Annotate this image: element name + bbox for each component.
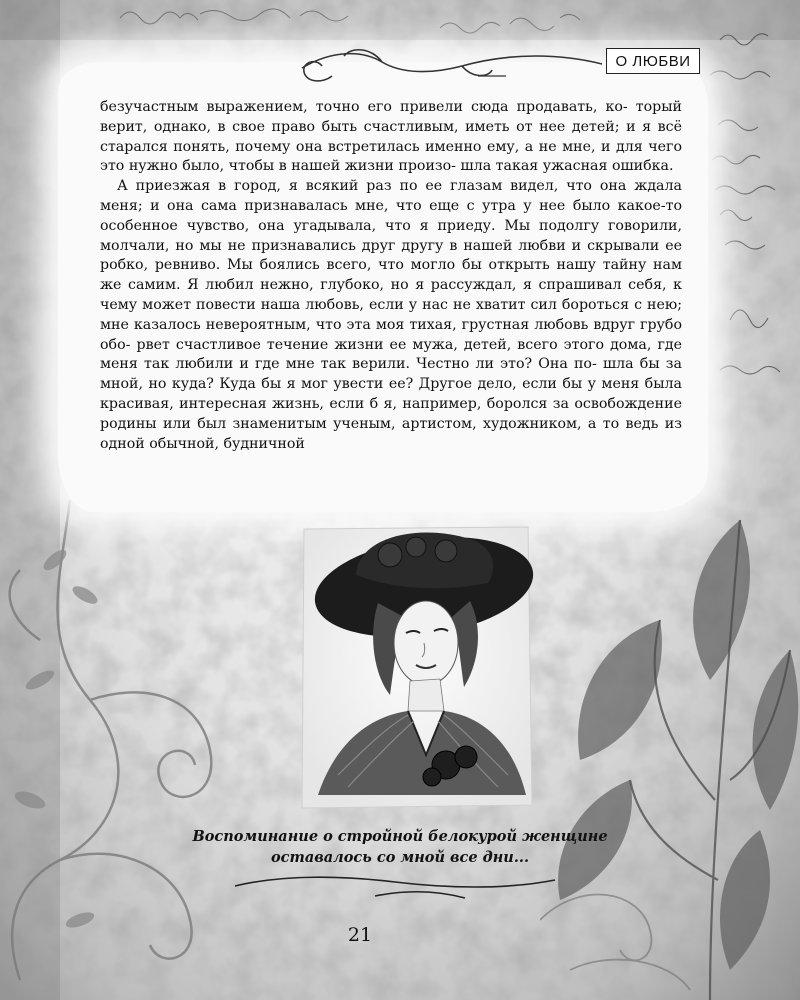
section-title: О ЛЮБВИ	[615, 52, 691, 70]
text-line: детей; и я всё старался понять, почему она встретилась именно ему,	[100, 118, 682, 155]
leaves-decoration-icon	[540, 500, 800, 1000]
illustration-caption	[180, 826, 620, 868]
body-text	[100, 98, 682, 454]
text-line: рвет счастливое течение жизни ее мужа, детей, всего этого дома,	[136, 336, 652, 353]
caption-flourish-icon	[225, 866, 565, 906]
text-line: бы у меня была красивая, интересная жизнь, если б я, например,	[100, 376, 682, 412]
page-number: 21	[347, 924, 373, 946]
text-line: артистом, художником, а то ведь из одной обычной, будничной	[100, 415, 682, 452]
text-line: А приезжая в город, я всякий раз по ее глазам видел, что она	[117, 178, 627, 195]
text-line: глубоко, но я рассуждал, я спрашивал себя, к чему может повести	[100, 277, 683, 313]
caption-line: оставалось со мной все дни...	[270, 849, 529, 866]
text-line: шла бы за мной, но куда? Куда бы я мог увести ее? Другое дело, если	[100, 356, 682, 393]
caption-line: Воспоминание о стройной белокурой женщине	[192, 828, 608, 845]
woman-in-hat-portrait-icon	[298, 525, 534, 810]
text-line: а не мне, и для чего это нужно было, чтобы в нашей жизни произо-	[100, 138, 683, 175]
text-line: боролся за освобождение родины или был знаменитым ученым,	[100, 395, 682, 432]
header-flourish-icon	[292, 40, 612, 90]
text-line: Мы подолгу говорили, молчали, но мы не признавались друг другу	[100, 217, 682, 254]
text-line: в нашей любви и скрывали ее робко, ревниво. Мы боялись всего,	[100, 237, 682, 274]
text-line: торый верит, однако, в свое право быть счастливым, иметь от нее	[100, 99, 682, 135]
text-line: где меня так любили и где мне так верили. Честно ли это? Она по-	[100, 336, 683, 373]
text-line: невероятным, что эта моя тихая, грустная любовь вдруг грубо обо-	[100, 316, 682, 353]
paragraph-1	[100, 98, 682, 177]
floral-swirl-left-icon	[0, 500, 330, 1000]
paragraph-2	[100, 177, 682, 454]
text-line: ждала меня; и она сама признавалась мне, что еще с утра у нее	[100, 178, 682, 214]
section-title-box	[606, 48, 700, 74]
handwriting-decoration-top	[0, 0, 700, 45]
text-line: было какое-то особенное чувство, она угадывала, что я приеду.	[100, 197, 682, 234]
handwriting-decoration-right	[700, 0, 800, 400]
text-line: наша любовь, если у нас не хватит сил бороться с нею; мне казалось	[100, 296, 683, 333]
text-line: что могло бы открыть нашу тайну нам же самим. Я любил нежно,	[100, 257, 682, 294]
text-line: безучастным выражением, точно его привели сюда продавать, ко-	[100, 99, 628, 115]
text-line: шла такая ужасная ошибка.	[460, 158, 674, 175]
